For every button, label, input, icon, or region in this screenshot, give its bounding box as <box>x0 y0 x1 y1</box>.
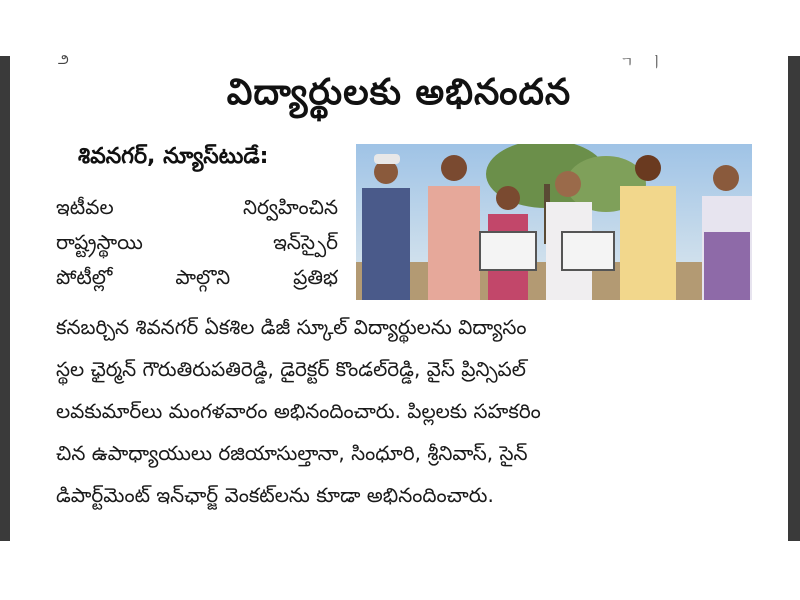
headline: విద్యార్థులకు అభినందన <box>226 72 572 113</box>
body-line: కనబర్చిన శివనగర్ ఏకశిల డిజీ స్కూల్ విద్యార్థులను విద్యాసం <box>56 315 527 339</box>
body-line: చిన ఉపాధ్యాయులు రజియాసుల్తానా, సింధూరి, శ్రీనివాస్, సైన్ <box>56 441 528 465</box>
body-text-narrow <box>56 190 338 295</box>
left-border <box>0 56 10 541</box>
dateline: శివనగర్, న్యూస్‌టుడే: <box>78 144 269 169</box>
body-line: డిపార్ట్‌మెంట్ ఇన్‌ఛార్జ్ వెంకట్‌లను కూడా అభినందించారు. <box>56 483 494 507</box>
body-text-wide <box>56 306 746 516</box>
group-photo <box>356 144 752 300</box>
body-line: పోటీల్లో పాల్గొని ప్రతిభ <box>56 265 338 289</box>
body-line: ఇటీవల నిర్వహించిన <box>56 195 338 219</box>
body-line: రాష్ట్రస్థాయి ఇన్‌స్పైర్ <box>56 230 338 254</box>
body-line: లవకుమార్‌లు మంగళవారం అభినందించారు. పిల్లలకు సహకరిం <box>56 399 541 423</box>
group-photo-icon <box>356 144 752 300</box>
body-line: స్థల ఛైర్మన్ గౌరుతిరుపతిరెడ్డి, డైరెక్టర్ కొండల్‌రెడ్డి, వైస్ ప్రిన్సిపల్ <box>56 357 526 381</box>
cut-off-previous-text: ౨ ㄱ ㅣ <box>58 52 664 71</box>
right-border <box>788 56 800 541</box>
